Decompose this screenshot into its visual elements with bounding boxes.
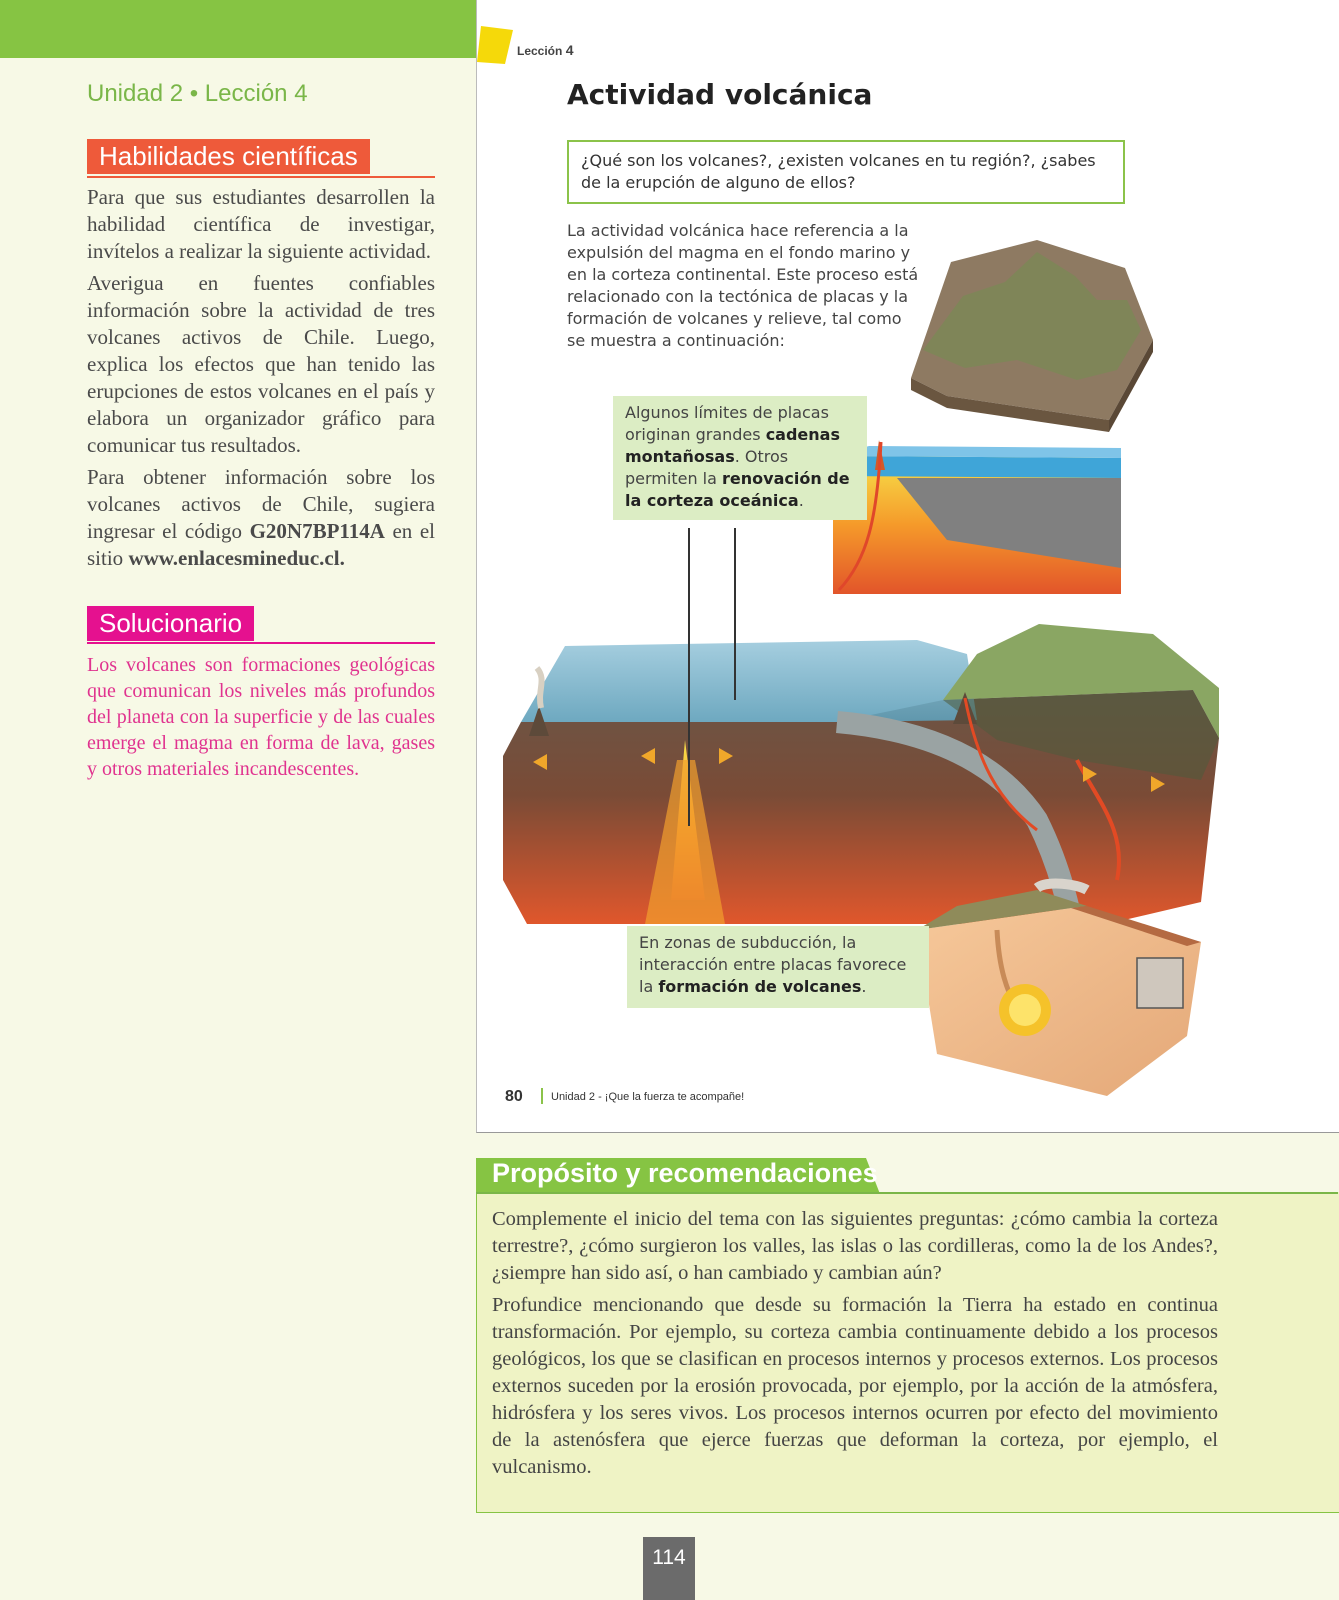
site-link[interactable]: www.enlacesmineduc.cl. xyxy=(128,546,345,570)
subduction-cross-section xyxy=(503,624,1219,924)
callout2-t2: . xyxy=(861,977,867,996)
proposito-heading: Propósito y recomendaciones xyxy=(492,1158,878,1188)
proposito-body xyxy=(492,1206,1218,1486)
book-page-number: 80 xyxy=(505,1088,523,1105)
habilidades-p3 xyxy=(87,464,435,572)
mountain-block xyxy=(911,240,1153,432)
textbook-page xyxy=(476,0,1339,1133)
habilidades-p3-b: en el sitio xyxy=(87,519,435,570)
page-number: 114 xyxy=(652,1546,686,1569)
callout2-b1: formación de volcanes xyxy=(658,977,862,996)
habilidades-p2: Averigua en fuentes confiables información sobre la actividad de tres volcanes activos de Chile. Luego, explica los efectos que han tenido las erupciones de estos volcanes en el país y elabora un organizador gráfico para comunicar tus resultados. xyxy=(87,271,435,457)
proposito-p1: Complemente el inicio del tema con las siguientes preguntas: ¿cómo cambia la corteza terrestre?, ¿cómo surgieron los valles, las islas o las cordilleras, como la de los Andes?, ¿siempre han sido así, o han cambiado y cambian aún? xyxy=(492,1208,1218,1284)
folio-separator xyxy=(541,1088,543,1104)
callout2-t1: En zonas de subducción, la interacción entre placas favorece la xyxy=(639,933,907,996)
unit-lesson-heading: Unidad 2 • Lección 4 xyxy=(87,80,308,107)
callout1-b2: renovación de la corteza oceánica xyxy=(625,469,850,510)
question-box: ¿Qué son los volcanes?, ¿existen volcanes en tu región?, ¿sabes de la erupción de alguno de ellos? xyxy=(567,140,1125,204)
habilidades-p1: Para que sus estudiantes desarrollen la habilidad científica de investigar, invítelos a realizar la siguiente actividad. xyxy=(87,185,435,263)
solucionario-body: Los volcanes son formaciones geológicas que comunican los niveles más profundos del planeta con la superficie y de las cuales emerge el magma en forma de lava, gases y otros materiales incandescentes. xyxy=(87,654,435,780)
lesson-label-word: Lección xyxy=(517,44,563,58)
habilidades-body xyxy=(87,184,435,577)
callout1-t2: . Otros permiten la xyxy=(625,447,789,488)
access-code: G20N7BP114A xyxy=(249,519,385,543)
callout-subduction xyxy=(627,926,929,1008)
callout1-t1: Algunos límites de placas originan grandes xyxy=(625,403,829,444)
intro-paragraph: La actividad volcánica hace referencia a la expulsión del magma en el fondo marino y en la corteza continental. Este proceso está relacionado con la tectónica de placas y la formación de volcanes y relieve, tal como se muestra a continuación: xyxy=(567,221,919,350)
habilidades-p3-a: Para obtener información sobre los volcanes activos de Chile, sugiera ingresar el código xyxy=(87,465,435,543)
page-title: Actividad volcánica xyxy=(567,78,873,111)
lesson-label-number: 4 xyxy=(565,42,574,58)
volcano-cutaway-block xyxy=(917,884,1201,1096)
habilidades-heading: Habilidades científicas xyxy=(87,139,370,174)
solucionario-rule xyxy=(87,642,435,644)
ocean-ridge-block xyxy=(833,440,1121,594)
callout1-b1: cadenas montañosas xyxy=(625,425,840,466)
habilidades-rule xyxy=(87,176,435,178)
callout1-t3: . xyxy=(798,491,804,510)
proposito-p2: Profundice mencionando que desde su formación la Tierra ha estado en continua transformación. Por ejemplo, su corteza cambia continuamente debido a los procesos geológicos, los que se clasifican en procesos internos y procesos externos. Los procesos externos suceden por la erosión provocada, por ejemplo, por la acción de la atmósfera, hidrósfera y los seres vivos. Los procesos internos ocurren por efecto del movimiento de la astenósfera que ejerce fuerzas que deforman la corteza, por ejemplo, el vulcanismo. xyxy=(492,1294,1218,1478)
book-folio-text: Unidad 2 - ¡Que la fuerza te acompañe! xyxy=(551,1091,745,1103)
proposito-rule xyxy=(476,1192,1338,1194)
top-color-band xyxy=(0,0,476,58)
solucionario-heading: Solucionario xyxy=(87,606,254,641)
callout-plate-boundaries xyxy=(613,396,867,520)
